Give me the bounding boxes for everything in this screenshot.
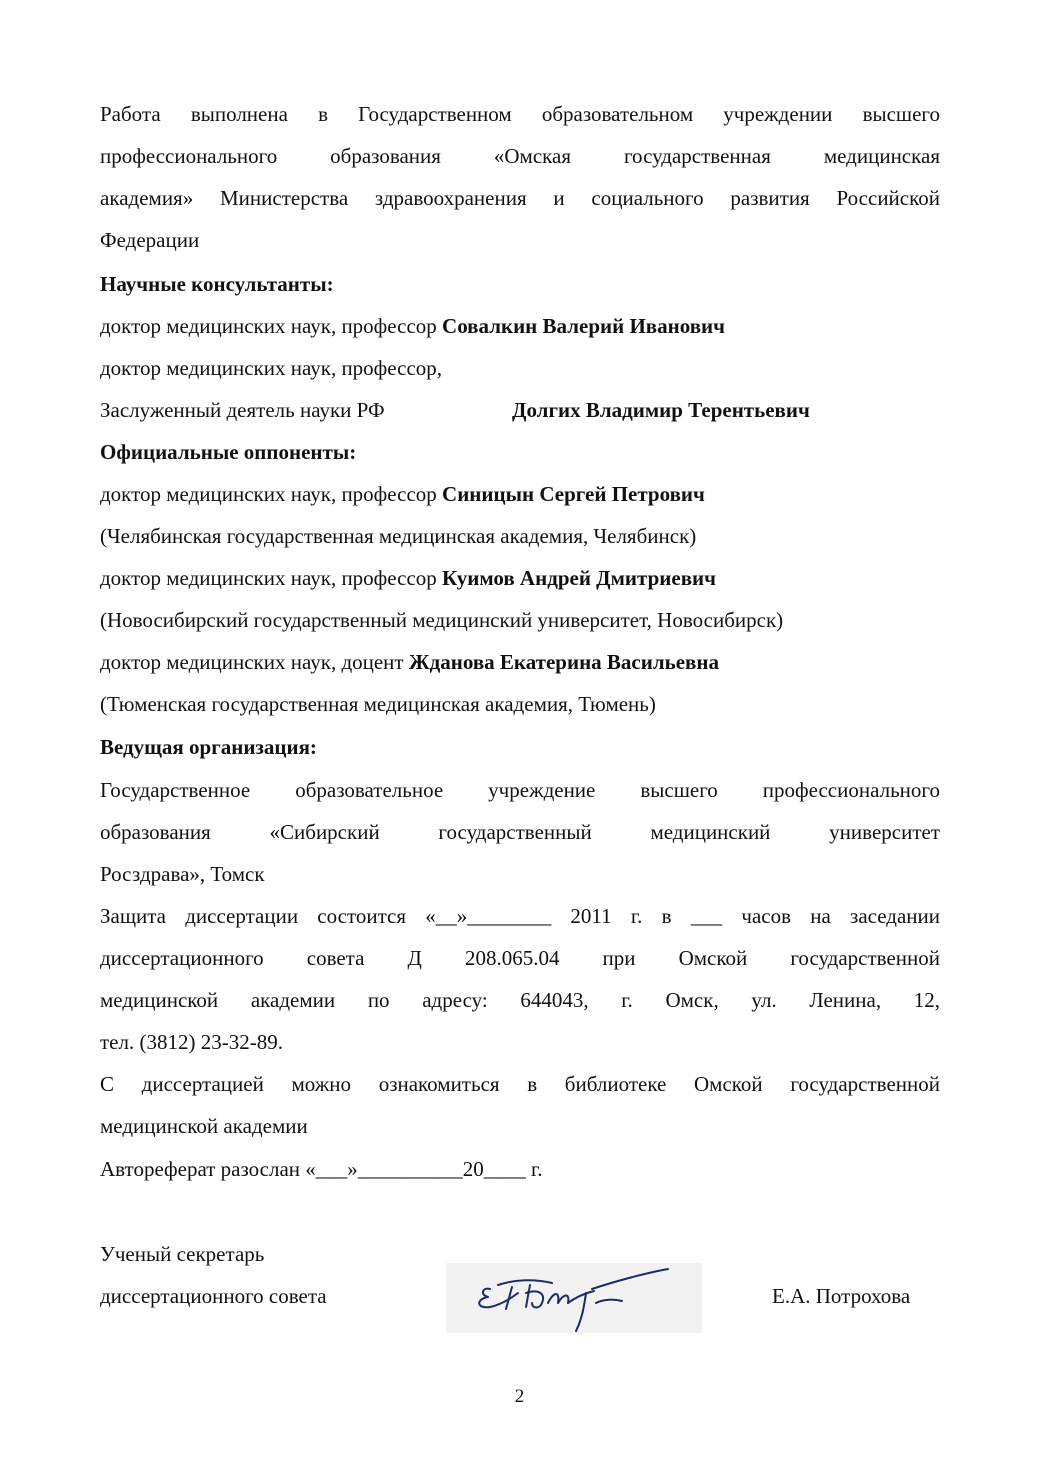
intro-line-1: Работа выполнена в Государственном образовательном учреждении высшего: [100, 102, 940, 126]
intro-line-4: Федерации: [100, 228, 200, 252]
leading-line-3: Росздрава», Томск: [100, 862, 265, 886]
consultant-1: доктор медицинских наук, профессор Совалкин Валерий Иванович: [100, 314, 725, 338]
defense-line-2: диссертационного совета Д 208.065.04 при Омской государственной: [100, 946, 940, 970]
opponent-1-org: (Челябинская государственная медицинская академия, Челябинск): [100, 524, 697, 548]
mailed-line: Автореферат разослан «___»__________20____ г.: [100, 1157, 543, 1181]
opponent-3-org: (Тюменская государственная медицинская академия, Тюмень): [100, 692, 656, 716]
consultant-2-title: доктор медицинских наук, профессор,: [100, 356, 443, 380]
library-line-1: С диссертацией можно ознакомиться в библиотеке Омской государственной: [100, 1072, 940, 1096]
secretary-title: Ученый секретарь: [100, 1242, 265, 1266]
opponent-2: доктор медицинских наук, профессор Куимов Андрей Дмитриевич: [100, 566, 716, 590]
defense-line-4: тел. (3812) 23-32-89.: [100, 1030, 283, 1054]
secretary-council: диссертационного совета: [100, 1284, 327, 1308]
library-line-2: медицинской академии: [100, 1114, 308, 1138]
consultant-2-name: Долгих Владимир Терентьевич: [512, 398, 810, 422]
opponent-2-org: (Новосибирский государственный медицинский университет, Новосибирск): [100, 608, 784, 632]
signature-image: [446, 1263, 702, 1333]
intro-line-3: академия» Министерства здравоохранения и социального развития Российской: [100, 186, 940, 210]
leading-heading: Ведущая организация:: [100, 735, 317, 759]
leading-line-1: Государственное образовательное учреждение высшего профессионального: [100, 778, 940, 802]
opponents-heading: Официальные оппоненты:: [100, 440, 357, 464]
page-number: 2: [514, 1386, 525, 1407]
defense-line-1: Защита диссертации состоится «__»________ 2011 г. в ___ часов на заседании: [100, 904, 940, 928]
defense-line-3: медицинской академии по адресу: 644043, г. Омск, ул. Ленина, 12,: [100, 988, 940, 1012]
opponent-1: доктор медицинских наук, профессор Синицын Сергей Петрович: [100, 482, 705, 506]
secretary-name: Е.А. Потрохова: [772, 1284, 911, 1308]
opponent-3: доктор медицинских наук, доцент Жданова Екатерина Васильевна: [100, 650, 719, 674]
leading-line-2: образования «Сибирский государственный медицинский университет: [100, 820, 940, 844]
consultants-heading: Научные консультанты:: [100, 272, 334, 296]
intro-line-2: профессионального образования «Омская государственная медицинская: [100, 144, 940, 168]
consultant-2-honor: Заслуженный деятель науки РФ: [100, 398, 385, 422]
signature-icon: [446, 1263, 702, 1333]
